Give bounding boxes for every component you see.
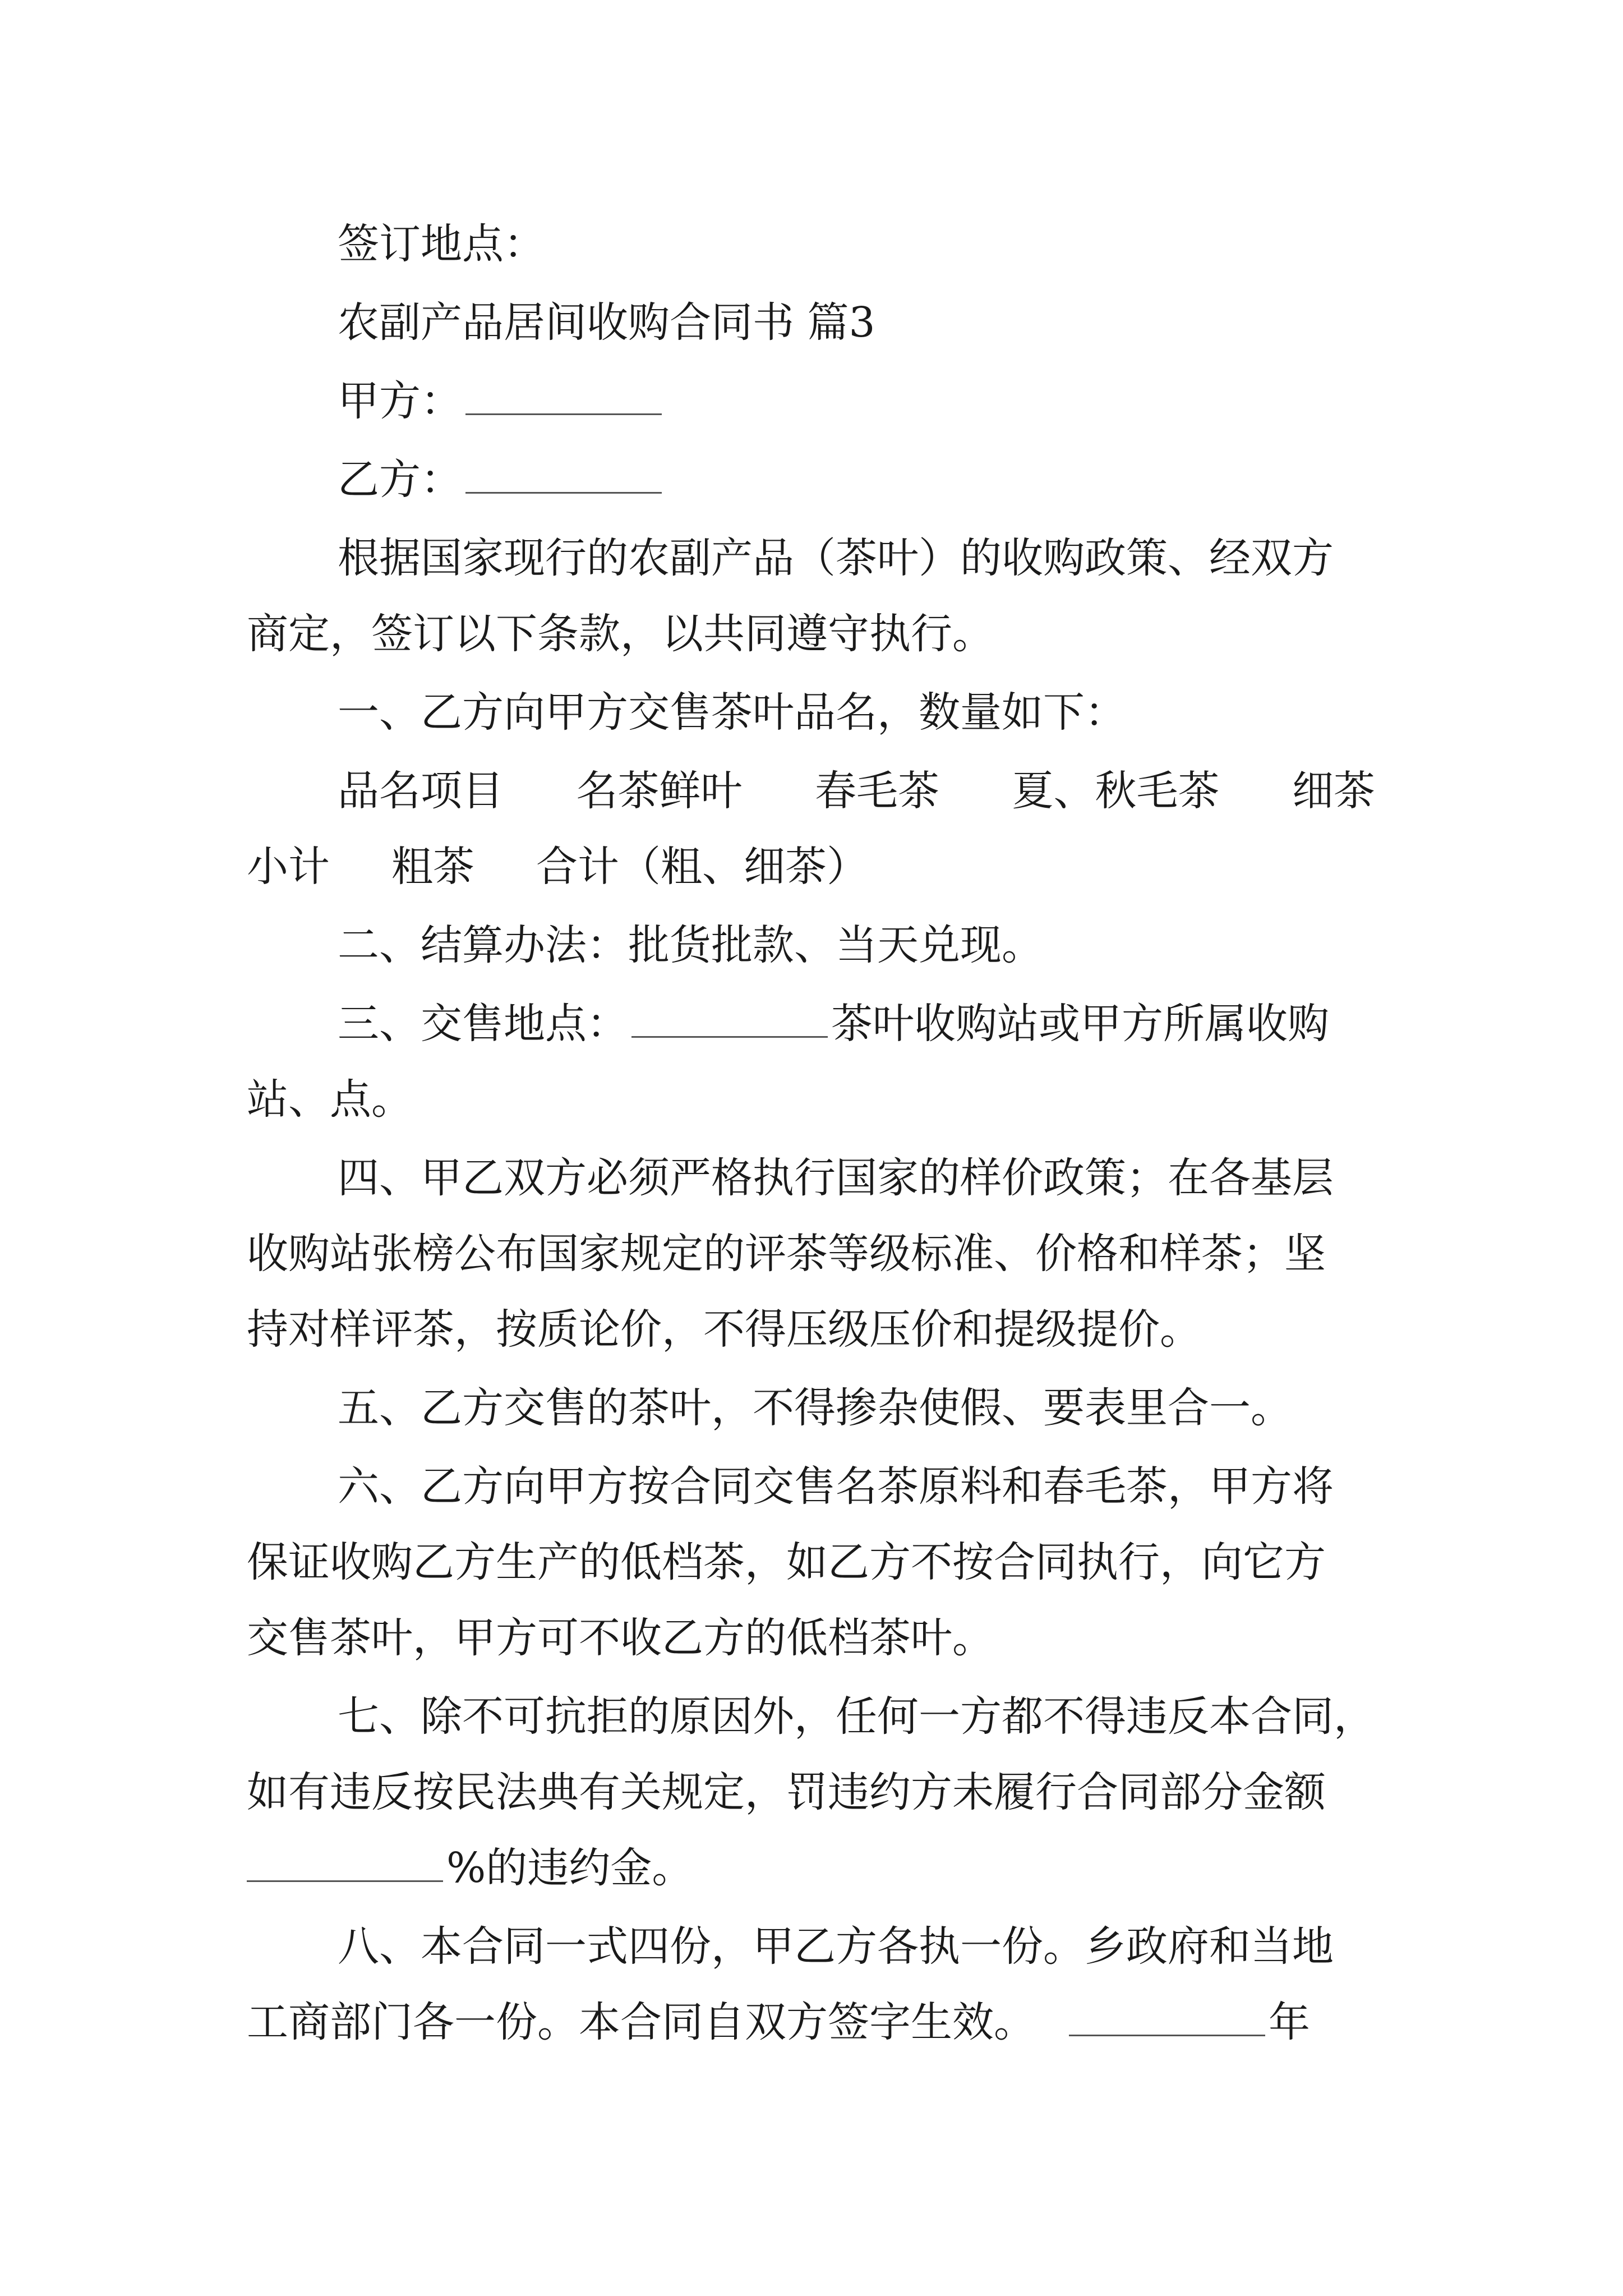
clause-4-line-3: 持对样评茶，按质论价，不得压级压价和提级提价。 <box>247 1305 1201 1354</box>
clause-5: 五、乙方交售的茶叶，不得掺杂使假、要表里合一。 <box>338 1384 1292 1432</box>
clause-7-line-2: 如有违反按民法典有关规定，罚违约方未履行合同部分金额 <box>247 1768 1326 1816</box>
table-cell: 合计（粗、细茶） <box>536 843 868 891</box>
table-row-2 <box>0 833 1623 900</box>
clause-6-line-1: 六、乙方向甲方按合同交售名茶原料和春毛茶，甲方将 <box>338 1462 1334 1511</box>
party-b-line <box>0 446 1623 513</box>
intro-line-2: 商定，签订以下条款，以共同遵守执行。 <box>247 610 994 658</box>
clause-6-line-2: 保证收购乙方生产的低档茶，如乙方不按合同执行，向它方 <box>247 1538 1326 1586</box>
clause-4-line-1: 四、甲乙双方必须严格执行国家的样价政策；在各基层 <box>338 1154 1334 1202</box>
clause-8-line-2: 工商部门各一份。本合同自双方签字生效。 年 <box>0 1989 1623 2056</box>
contract-heading: 农副产品居间收购合同书 篇3 <box>338 298 875 347</box>
delivery-place-blank <box>631 997 828 1038</box>
clause-7-line-3: %的违约金。 <box>0 1834 1623 1902</box>
table-row-1 <box>0 757 1623 825</box>
clause-8-line-1: 八、本合同一式四份，甲乙方各执一份。乡政府和当地 <box>338 1922 1334 1971</box>
clause-6-line-3: 交售茶叶，甲方可不收乙方的低档茶叶。 <box>247 1614 994 1662</box>
table-cell: 夏、秋毛茶 <box>1012 767 1220 815</box>
clause-2: 二、结算办法：批货批款、当天兑现。 <box>338 921 1043 969</box>
table-cell: 名茶鲜叶 <box>576 767 743 815</box>
party-a-label: 甲方： <box>338 377 462 425</box>
clause-3-cont: 站、点。 <box>247 1075 413 1124</box>
table-cell: 粗茶 <box>391 843 474 891</box>
party-b-label: 乙方： <box>338 455 462 504</box>
table-cell: 小计 <box>247 843 330 891</box>
clause-4-line-2: 收购站张榜公布国家规定的评茶等级标准、价格和样茶；坚 <box>247 1230 1326 1278</box>
penalty-percent-blank <box>247 1841 443 1882</box>
sign-place-label: 签订地点： <box>338 220 545 268</box>
clause-7-line-1: 七、除不可抗拒的原因外，任何一方都不得违反本合同， <box>338 1692 1375 1741</box>
clause-3: 三、交售地点： 茶叶收购站或甲方所属收购 <box>0 990 1623 1057</box>
party-a-blank <box>465 374 662 415</box>
table-cell: 春毛茶 <box>815 767 939 815</box>
clause-1: 一、乙方向甲方交售茶叶品名，数量如下： <box>338 688 1126 737</box>
party-a-line <box>0 367 1623 435</box>
year-blank <box>1069 1995 1265 2036</box>
party-b-blank <box>465 453 662 494</box>
table-cell: 细茶 <box>1292 767 1375 815</box>
sign-place-line <box>0 210 1623 278</box>
intro-line-1: 根据国家现行的农副产品（茶叶）的收购政策、经双方 <box>338 534 1334 582</box>
table-cell: 品名项目 <box>338 767 504 815</box>
